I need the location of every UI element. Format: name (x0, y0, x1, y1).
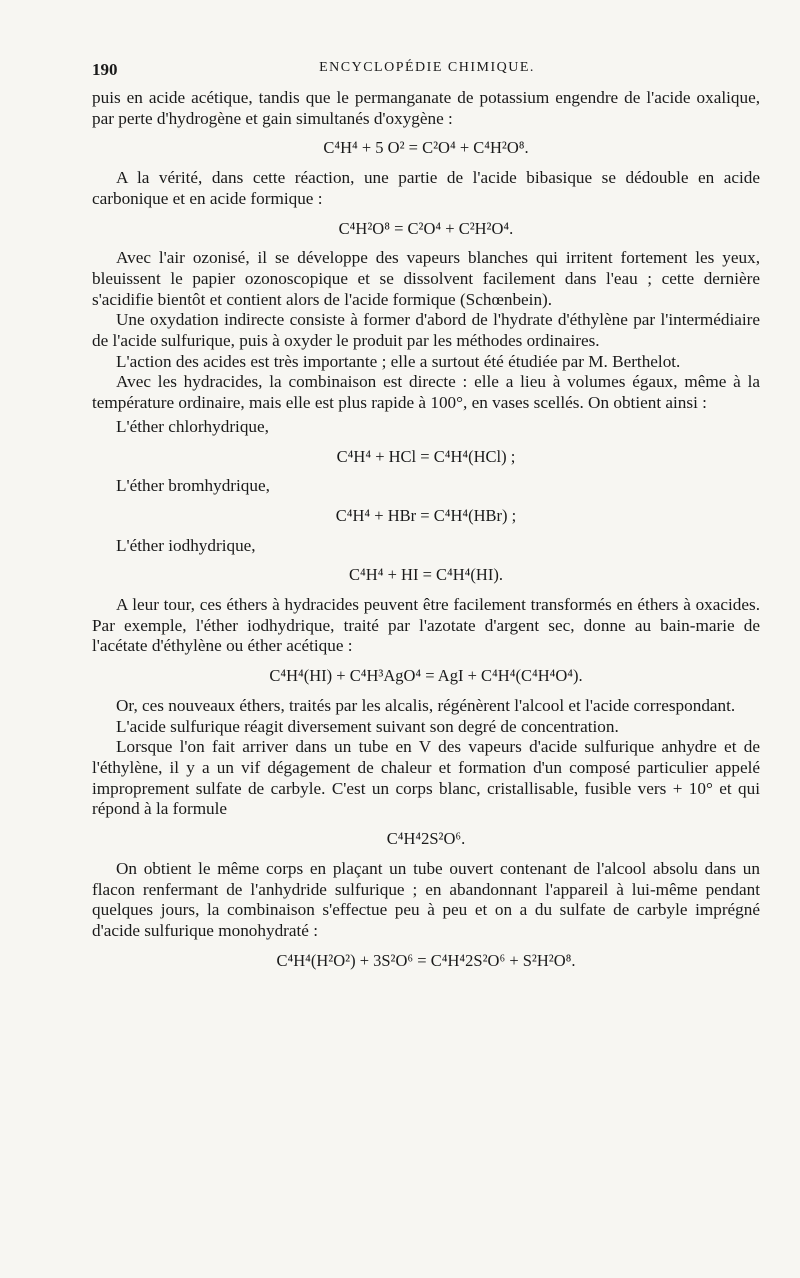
paragraph: Avec les hydracides, la combinaison est directe : elle a lieu à volumes égaux, même à la température ordinaire, mais elle est plus rapide à 100°, en vases scellés. On obtient ainsi : (92, 372, 760, 413)
paragraph: Or, ces nouveaux éthers, traités par les alcalis, régénèrent l'alcool et l'acide correspondant. (116, 695, 736, 715)
paragraph: Lorsque l'on fait arriver dans un tube en V des vapeurs d'acide sulfurique anhydre et de l'éthylène, il y a un vif dégagement de chaleur et formation d'un composé particulier appelé improprement sulfate de carbyle. C'est un corps blanc, cristallisable, fusible vers + 10° et qui répond à la formule (92, 737, 760, 819)
paragraph: A leur tour, ces éthers à hydracides peuvent être facilement transformés en éthers à oxacides. Par exemple, l'éther iodhydrique, traité par l'azotate d'argent sec, donne au bain-marie de l'acétate d'éthylène ou éther acétique : (92, 595, 760, 656)
equation: C⁴H⁴2S²O⁶. (386, 829, 466, 849)
paragraph: A la vérité, dans cette réaction, une partie de l'acide bibasique se dédouble en acide carbonique et en acide formique : (92, 168, 760, 208)
page-number: 190 (92, 60, 118, 79)
paragraph: Avec l'air ozonisé, il se développe des vapeurs blanches qui irritent fortement les yeux, bleuissent le papier ozonoscopique et se dissolvent facilement dans l'eau ; cette dernière s'acidifie bientôt et contient alors de l'acide formique (Schœnbein). (92, 248, 760, 309)
equation: C⁴H⁴ + HCl = C⁴H⁴(HCl) ; (336, 446, 516, 466)
equation: C⁴H⁴ + 5 O² = C²O⁴ + C⁴H²O⁸. (323, 138, 529, 158)
equation: C⁴H⁴(H²O²) + 3S²O⁶ = C⁴H⁴2S²O⁶ + S²H²O⁸. (276, 950, 576, 970)
paragraph: Une oxydation indirecte consiste à former d'abord de l'hydrate d'éthylène par l'intermédiaire de l'acide sulfurique, puis à oxyder le produit par les méthodes ordinaires. (92, 310, 760, 351)
running-title: ENCYCLOPÉDIE CHIMIQUE. (319, 60, 535, 75)
compound-label: L'éther iodhydrique, (116, 535, 256, 555)
paragraph: puis en acide acétique, tandis que le permanganate de potassium engendre de l'acide oxalique, par perte d'hydrogène et gain simultanés d'oxygène : (92, 88, 760, 128)
equation: C⁴H⁴ + HI = C⁴H⁴(HI). (349, 565, 503, 585)
equation: C⁴H²O⁸ = C²O⁴ + C²H²O⁴. (338, 218, 514, 238)
equation: C⁴H⁴(HI) + C⁴H³AgO⁴ = AgI + C⁴H⁴(C⁴H⁴O⁴). (269, 666, 583, 686)
page-body (92, 88, 760, 980)
compound-label: L'éther bromhydrique, (116, 476, 270, 496)
compound-label: L'éther chlorhydrique, (116, 416, 269, 436)
paragraph: L'action des acides est très importante ; elle a surtout été étudiée par M. Berthelot. (116, 351, 681, 371)
page-header (92, 60, 762, 86)
equation: C⁴H⁴ + HBr = C⁴H⁴(HBr) ; (335, 505, 517, 525)
paragraph: L'acide sulfurique réagit diversement suivant son degré de concentration. (116, 716, 619, 736)
paragraph: On obtient le même corps en plaçant un tube ouvert contenant de l'alcool absolu dans un flacon renfermant de l'anhydride sulfurique ; en abandonnant l'appareil à lui-même pendant quelques jours, la combinaison s'effectue peu à peu et on a du sulfate de carbyle imprégné d'acide sulfurique monohydraté : (92, 858, 760, 940)
